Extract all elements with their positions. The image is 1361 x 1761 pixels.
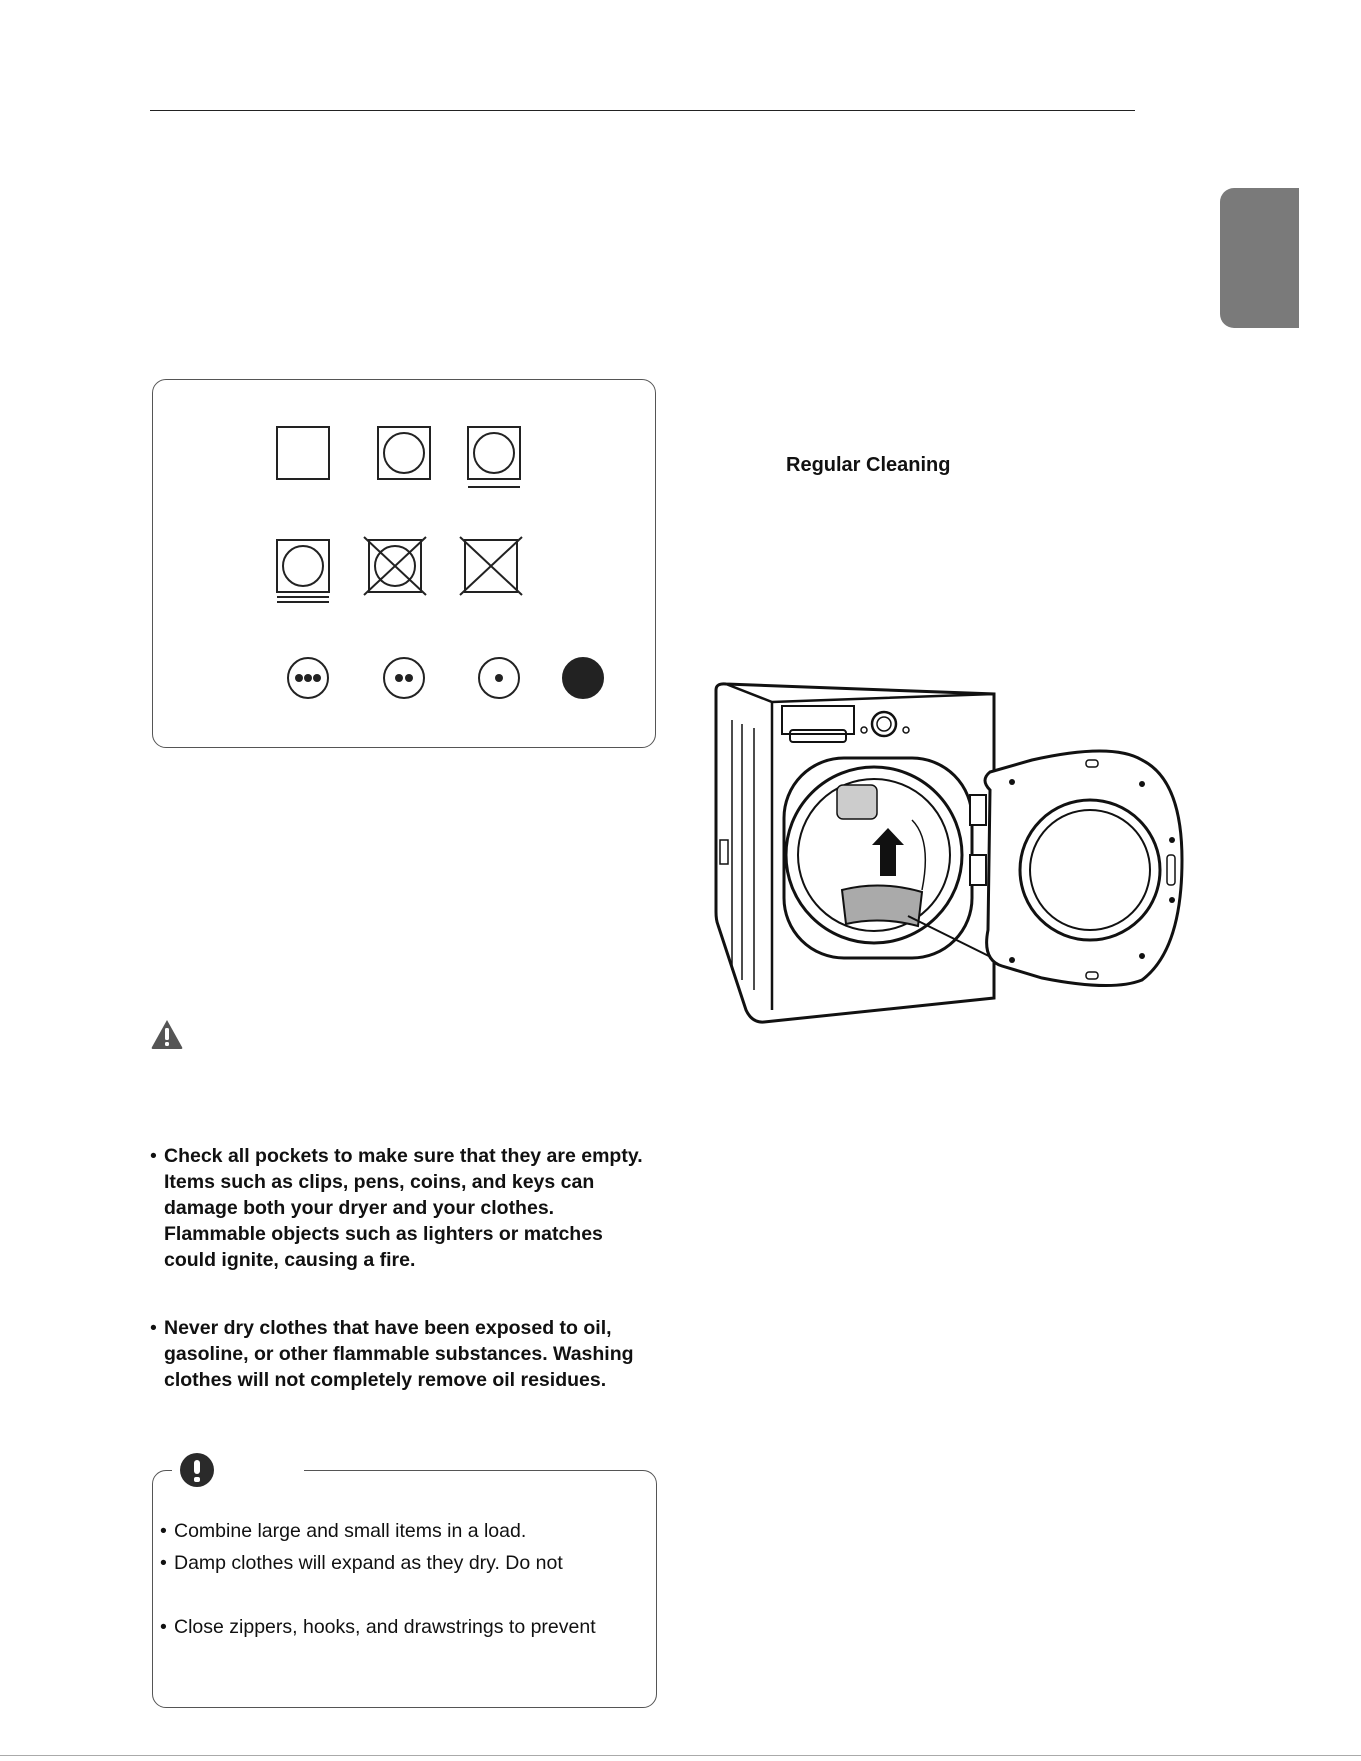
warning-bullet: • Check all pockets to make sure that they are empty. Items such as clips, pens, coins, and keys can damage both your dryer and your clothes. Flammable objects such as lighters or matches could ignite, causing a fire. (150, 1143, 660, 1273)
do-not-tumble-dry-icon (362, 535, 428, 597)
no-heat-icon (560, 655, 606, 701)
tumble-dry-normal-icon (376, 425, 432, 481)
section-heading: Regular Cleaning (786, 454, 951, 476)
heat-low-icon (476, 655, 522, 701)
warning-triangle-icon (150, 1018, 184, 1050)
heat-medium-icon (381, 655, 427, 701)
tumble-dry-any-icon (275, 425, 331, 481)
tumble-dry-gentle-icon (275, 538, 331, 604)
note-item: • Combine large and small items in a load. (160, 1515, 650, 1547)
footer-rule (0, 1755, 1361, 1756)
warning-bullet-list (150, 1143, 660, 1435)
section-tab (1220, 188, 1299, 328)
note-list (160, 1515, 650, 1643)
do-not-dry-icon (458, 535, 524, 597)
tumble-dry-permanent-press-icon (466, 425, 522, 491)
header-rule (150, 110, 1135, 111)
warning-bullet: • Never dry clothes that have been exposed to oil, gasoline, or other flammable substances. Washing clothes will not completely remove oil residues. (150, 1315, 660, 1393)
note-item: • Close zippers, hooks, and drawstrings to prevent (160, 1611, 650, 1643)
dryer-lint-filter-illustration (712, 680, 1192, 1035)
heat-high-icon (285, 655, 331, 701)
note-item: • Damp clothes will expand as they dry. Do not (160, 1547, 650, 1579)
note-exclamation-icon (180, 1453, 214, 1487)
